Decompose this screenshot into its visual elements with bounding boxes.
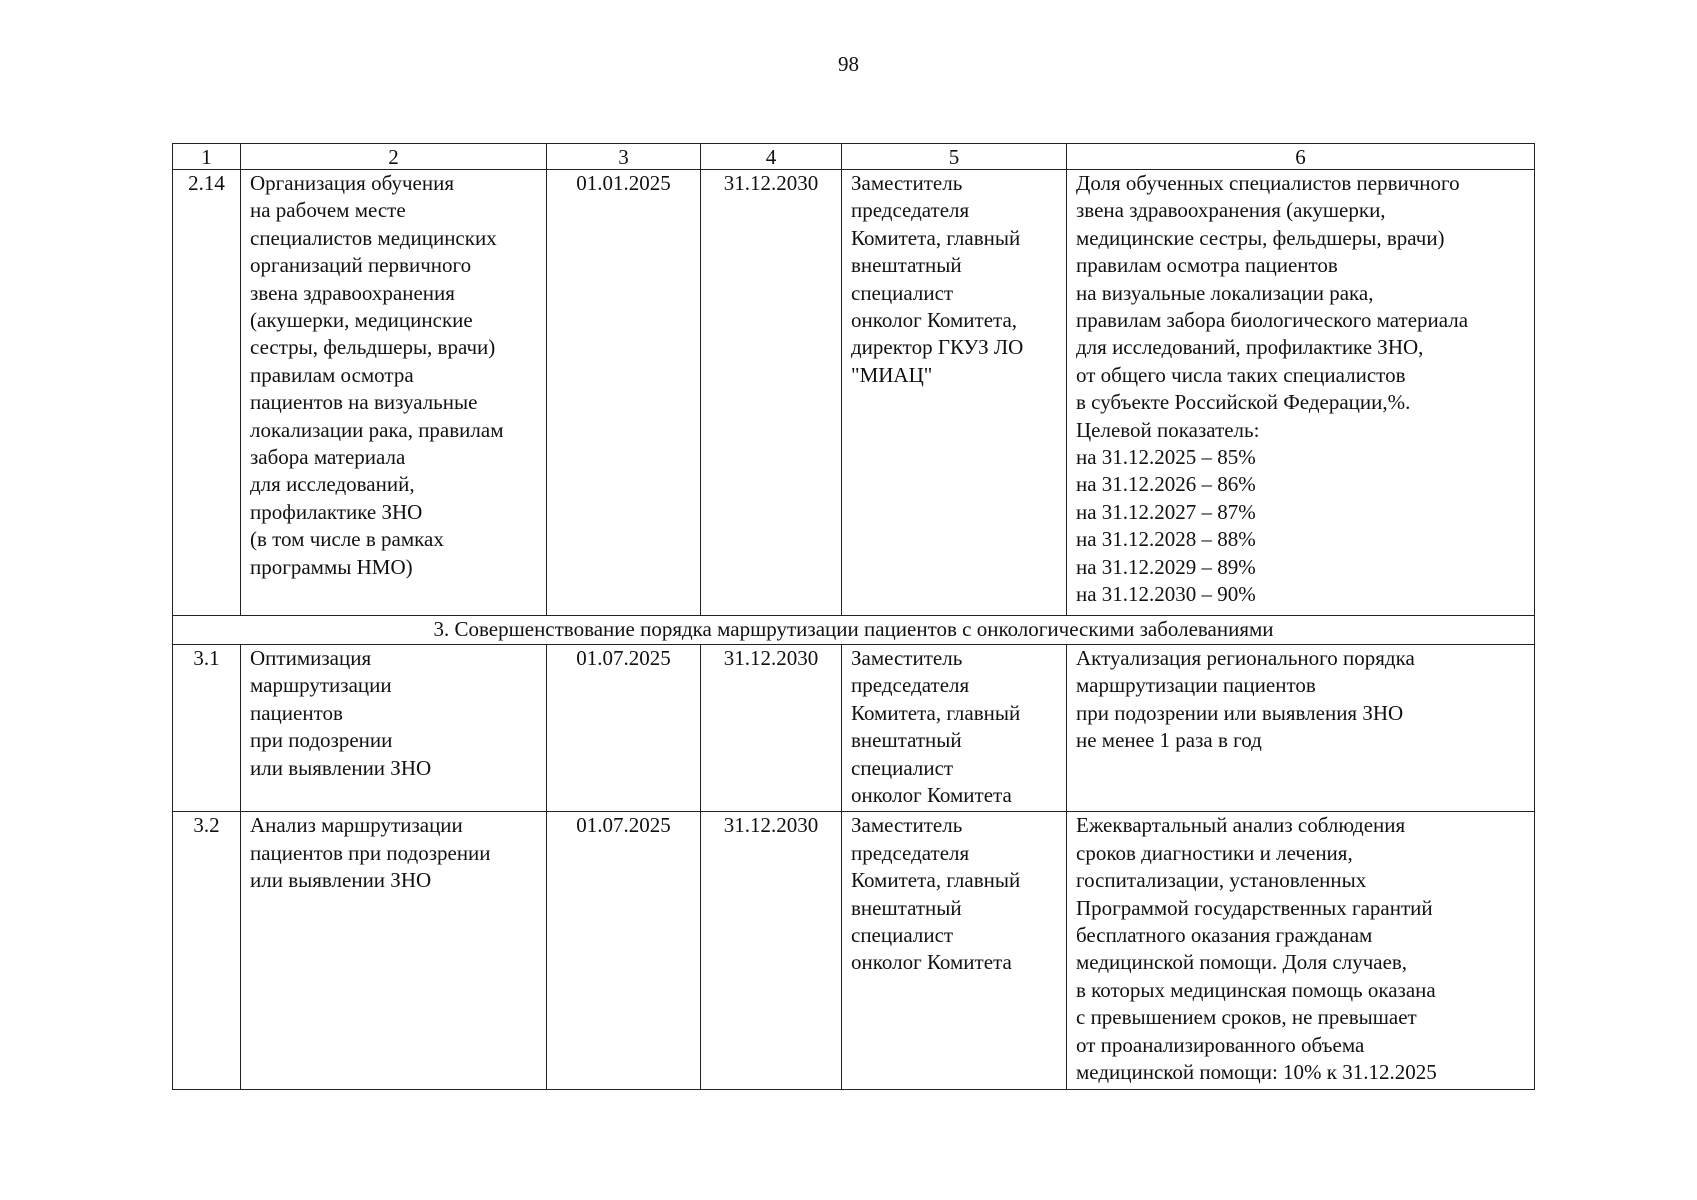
row-number: 2.14	[173, 170, 241, 616]
responsible-cell: Заместитель председателя Комитета, главный внештатный специалист онколог Комитета	[842, 645, 1067, 812]
header-col-3: 3	[547, 144, 701, 170]
responsible-cell: Заместитель председателя Комитета, главный внештатный специалист онколог Комитета, директор ГКУЗ ЛО "МИАЦ"	[842, 170, 1067, 616]
end-date-cell: 31.12.2030	[701, 812, 842, 1090]
plan-table	[172, 143, 1535, 1090]
start-date-cell: 01.01.2025	[547, 170, 701, 616]
event-cell: Оптимизация маршрутизации пациентов при подозрении или выявлении ЗНО	[241, 645, 547, 812]
page-number: 98	[838, 52, 859, 76]
event-cell: Организация обучения на рабочем месте специалистов медицинских организаций первичного звена здравоохранения (акушерки, медицинские сестры, фельдшеры, врачи) правилам осмотра пациентов на визуальные локализации рака, правилам забора материала для исследований, профилактике ЗНО (в том числе в рамках программы НМО)	[241, 170, 547, 616]
start-date-cell: 01.07.2025	[547, 812, 701, 1090]
header-col-1: 1	[173, 144, 241, 170]
responsible-cell: Заместитель председателя Комитета, главный внештатный специалист онколог Комитета	[842, 812, 1067, 1090]
table-header-row	[173, 144, 1535, 170]
table-row-2-14	[173, 170, 1535, 616]
table-row-3-2	[173, 812, 1535, 1090]
row-number: 3.2	[173, 812, 241, 1090]
event-cell: Анализ маршрутизации пациентов при подозрении или выявлении ЗНО	[241, 812, 547, 1090]
end-date-cell: 31.12.2030	[701, 645, 842, 812]
result-cell: Доля обученных специалистов первичного звена здравоохранения (акушерки, медицинские сестры, фельдшеры, врачи) правилам осмотра пациентов на визуальные локализации рака, правилам забора биологического материала для исследований, профилактике ЗНО, от общего числа таких специалистов в субъекте Российской Федерации,%. Целевой показатель: на 31.12.2025 – 85% на 31.12.2026 – 86% на 31.12.2027 – 87% на 31.12.2028 – 88% на 31.12.2029 – 89% на 31.12.2030 – 90%	[1067, 170, 1535, 616]
header-col-6: 6	[1067, 144, 1535, 170]
end-date-cell: 31.12.2030	[701, 170, 842, 616]
row-number: 3.1	[173, 645, 241, 812]
header-col-4: 4	[701, 144, 842, 170]
section-heading: 3. Совершенствование порядка маршрутизации пациентов с онкологическими заболеваниями	[173, 616, 1535, 645]
header-col-5: 5	[842, 144, 1067, 170]
header-col-2: 2	[241, 144, 547, 170]
start-date-cell: 01.07.2025	[547, 645, 701, 812]
table-row-3-1	[173, 645, 1535, 812]
section-heading-row	[173, 616, 1535, 645]
result-cell: Ежеквартальный анализ соблюдения сроков диагностики и лечения, госпитализации, установленных Программой государственных гарантий бесплатного оказания гражданам медицинской помощи. Доля случаев, в которых медицинская помощь оказана с превышением сроков, не превышает от проанализированного объема медицинской помощи: 10% к 31.12.2025	[1067, 812, 1535, 1090]
result-cell: Актуализация регионального порядка маршрутизации пациентов при подозрении или выявления ЗНО не менее 1 раза в год	[1067, 645, 1535, 812]
